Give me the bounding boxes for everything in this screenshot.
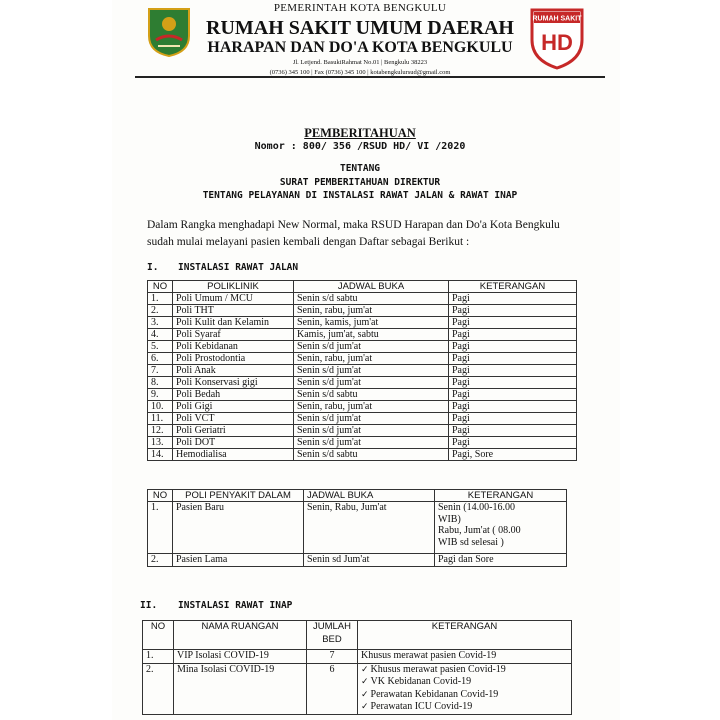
checkmark-icon: ✓ (361, 689, 369, 700)
internal-medicine-table (147, 489, 567, 567)
column-header: KETERANGAN (449, 281, 577, 293)
table-cell: Pagi (449, 437, 577, 449)
table-row (148, 413, 577, 425)
table-cell: Pagi (449, 401, 577, 413)
table-cell: Senin s/d jum'at (294, 377, 449, 389)
table-cell: 14. (148, 449, 173, 461)
subject-line: TENTANG (339, 163, 381, 174)
section-1-number: I. (147, 262, 159, 273)
table-cell: Poli Geriatri (173, 425, 294, 437)
table-cell: Hemodialisa (173, 449, 294, 461)
table-cell: Pagi (449, 317, 577, 329)
table-cell: Senin, kamis, jum'at (294, 317, 449, 329)
hospital-name: RUMAH SAKIT UMUM DAERAH (206, 17, 514, 39)
government-line: PEMERINTAH KOTA BENGKULU (273, 2, 447, 14)
table-cell: Pagi, Sore (449, 449, 577, 461)
table-cell: Senin s/d jum'at (294, 413, 449, 425)
table-cell: 13. (148, 437, 173, 449)
subject-line: TENTANG PELAYANAN DI INSTALASI RAWAT JALAN & RAWAT INAP (202, 190, 518, 201)
table-row (148, 341, 577, 353)
cell-line (361, 689, 568, 702)
note-text: Khusus merawat pasien Covid-19 (370, 663, 506, 675)
note-text: Perawatan ICU Covid-19 (370, 701, 473, 712)
cell-line: Rabu, Jum'at ( 08.00 (438, 525, 521, 536)
section-2-title: INSTALASI RAWAT INAP (178, 600, 293, 611)
table-row (148, 449, 577, 461)
table-cell: Senin s/d jum'at (294, 437, 449, 449)
checkmark-icon: ✓ (361, 677, 369, 687)
cell-line: WIB) (438, 513, 461, 525)
column-header: KETERANGAN (435, 490, 567, 502)
table-cell: 10. (148, 401, 173, 413)
column-header: NO (148, 490, 173, 502)
table-cell: Kamis, jum'at, sabtu (294, 329, 449, 341)
table-cell: Senin, rabu, jum'at (294, 305, 449, 317)
table-row (148, 437, 577, 449)
cell-line (361, 676, 568, 689)
column-header: NO (143, 621, 174, 650)
table-cell: 2. (148, 554, 173, 567)
table-row (148, 389, 577, 401)
table-row (148, 502, 567, 554)
table-cell: Pasien Baru (173, 502, 304, 554)
table-cell: Senin s/d sabtu (294, 293, 449, 305)
table-cell: 6. (148, 353, 173, 365)
table-cell: Poli Konservasi gigi (173, 377, 294, 389)
hospital-logo-top-text: RUMAH SAKIT (532, 15, 582, 23)
table-cell (358, 663, 572, 714)
table-cell: Senin s/d sabtu (294, 389, 449, 401)
column-header: KETERANGAN (358, 621, 572, 650)
table-cell: Poli Kebidanan (173, 341, 294, 353)
table-cell: Pagi (449, 377, 577, 389)
table-cell: 1. (143, 650, 174, 664)
section-1-title: INSTALASI RAWAT JALAN (178, 262, 299, 273)
table-cell (358, 650, 572, 664)
table-row (143, 650, 572, 664)
checkmark-icon: ✓ (361, 702, 369, 712)
cell-line (361, 664, 568, 677)
table-row (148, 353, 577, 365)
outpatient-table-body (148, 293, 577, 461)
table-cell: Poli Syaraf (173, 329, 294, 341)
address-line: Jl. Letjend. BasukiRahmat No.01 | Bengkulu 38223 (292, 59, 428, 66)
hospital-logo (528, 6, 586, 70)
table-cell: 7 (307, 650, 358, 664)
table-cell: Pagi (449, 389, 577, 401)
column-header: JUMLAH BED (307, 621, 358, 650)
column-header: POLIKLINIK (173, 281, 294, 293)
column-header: POLI PENYAKIT DALAM (173, 490, 304, 502)
table-cell: Poli Prostodontia (173, 353, 294, 365)
table-cell: Senin, rabu, jum'at (294, 401, 449, 413)
document-title: PEMBERITAHUAN (304, 126, 416, 140)
table-cell: Pasien Lama (173, 554, 304, 567)
table-row (148, 293, 577, 305)
table-cell: Poli Umum / MCU (173, 293, 294, 305)
column-header: NO (148, 281, 173, 293)
table-row (148, 329, 577, 341)
table-cell (435, 554, 567, 567)
table-cell: Mina Isolasi COVID-19 (174, 663, 307, 714)
cell-line: WIB sd selesai ) (438, 536, 504, 548)
table-cell: Poli Anak (173, 365, 294, 377)
note-text: VK Kebidanan Covid-19 (370, 676, 472, 687)
cell-line: Pagi dan Sore (438, 554, 494, 565)
table-cell: Senin s/d sabtu (294, 449, 449, 461)
table-cell: 12. (148, 425, 173, 437)
contact-line: (0736) 345 100 | Fax (0736) 345 100 | kotabengkulursud@gmail.com (269, 69, 451, 76)
letterhead-rule (135, 76, 605, 78)
table-cell: Senin, Rabu, Jum'at (304, 502, 435, 554)
table-row (148, 305, 577, 317)
inpatient-table-body (143, 650, 572, 715)
table-cell: 2. (148, 305, 173, 317)
hospital-logo-mark: HD (541, 30, 573, 55)
table-cell: Senin s/d jum'at (294, 425, 449, 437)
table-row (148, 425, 577, 437)
column-header: JADWAL BUKA (304, 490, 435, 502)
checkmark-icon: ✓ (361, 664, 369, 675)
hospital-subname: HARAPAN DAN DO'A KOTA BENGKULU (207, 39, 513, 56)
table-cell: Pagi (449, 365, 577, 377)
table-cell: 5. (148, 341, 173, 353)
table-cell: 8. (148, 377, 173, 389)
table-cell: 9. (148, 389, 173, 401)
cell-line (361, 650, 568, 663)
column-header: JADWAL BUKA (294, 281, 449, 293)
subject-block (160, 162, 560, 203)
cell-line (361, 701, 568, 714)
section-2-number: II. (140, 600, 158, 611)
letterhead (200, 2, 520, 77)
table-cell: 6 (307, 663, 358, 714)
table-cell: Pagi (449, 293, 577, 305)
note-text: Perawatan Kebidanan Covid-19 (370, 688, 499, 700)
table-row (148, 317, 577, 329)
table-cell: VIP Isolasi COVID-19 (174, 650, 307, 664)
table-cell: Pagi (449, 329, 577, 341)
table-cell: 7. (148, 365, 173, 377)
table-cell: Senin, rabu, jum'at (294, 353, 449, 365)
table-cell: Senin s/d jum'at (294, 341, 449, 353)
table-row (148, 401, 577, 413)
outpatient-table (147, 280, 577, 461)
table-cell: 1. (148, 293, 173, 305)
table-cell: Poli THT (173, 305, 294, 317)
table-cell: 3. (148, 317, 173, 329)
table-cell (435, 502, 567, 554)
subject-line: SURAT PEMBERITAHUAN DIREKTUR (279, 176, 441, 188)
table-cell: Senin sd Jum'at (304, 554, 435, 567)
document-number: Nomor : 800/ 356 /RSUD HD/ VI /2020 (254, 141, 466, 152)
table-cell: Pagi (449, 305, 577, 317)
note-text: Khusus merawat pasien Covid-19 (361, 650, 497, 661)
table-cell: Poli VCT (173, 413, 294, 425)
table-row (148, 377, 577, 389)
table-cell: 2. (143, 663, 174, 714)
cell-line: Senin (14.00-16.00 (438, 502, 515, 513)
city-emblem-logo (146, 6, 192, 58)
table-cell: Poli Bedah (173, 389, 294, 401)
table-cell: Poli Gigi (173, 401, 294, 413)
column-header: NAMA RUANGAN (174, 621, 307, 650)
intro-paragraph: Dalam Rangka menghadapi New Normal, maka RSUD Harapan dan Do'a Kota Bengkulu sudah mulai melayani pasien kembali dengan Daftar sebagai Berikut : (147, 219, 560, 248)
table-cell: Pagi (449, 413, 577, 425)
table-cell: Pagi (449, 353, 577, 365)
table-cell: Pagi (449, 425, 577, 437)
internal-medicine-table-body (148, 502, 567, 567)
table-cell: Poli DOT (173, 437, 294, 449)
inpatient-table (142, 620, 572, 715)
table-cell: 11. (148, 413, 173, 425)
table-cell: Pagi (449, 341, 577, 353)
table-cell: 1. (148, 502, 173, 554)
table-row (148, 365, 577, 377)
table-cell: 4. (148, 329, 173, 341)
table-cell: Senin s/d jum'at (294, 365, 449, 377)
table-cell: Poli Kulit dan Kelamin (173, 317, 294, 329)
table-row (143, 663, 572, 714)
table-row (148, 554, 567, 567)
